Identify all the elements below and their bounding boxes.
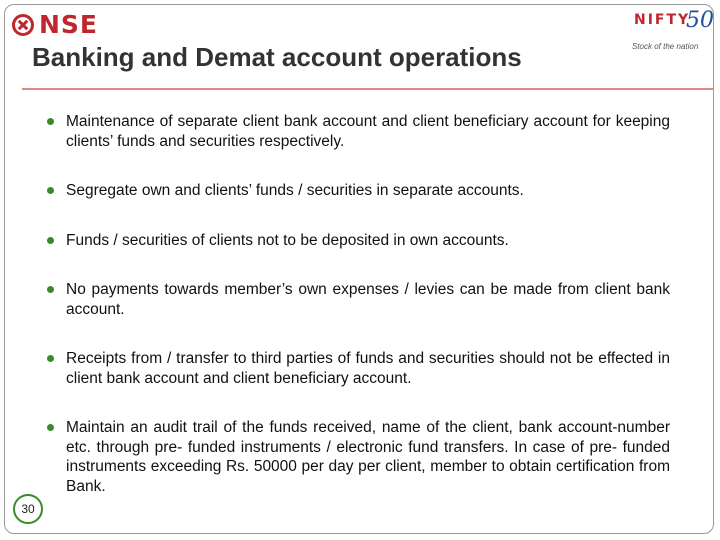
nifty-logo <box>628 8 716 56</box>
nse-logo <box>12 10 98 40</box>
nse-logo-text: NSE <box>39 10 99 39</box>
bullet-list <box>44 112 670 496</box>
bullet-item: Funds / securities of clients not to be deposited in own accounts. <box>44 231 670 251</box>
nifty-logo-word: NIFTY <box>634 12 691 28</box>
bullet-item: Receipts from / transfer to third parties of funds and securities should not be effected in client bank account and client beneficiary account. <box>44 349 670 388</box>
nifty-tagline: Stock of the nation <box>632 42 699 51</box>
nse-emblem-icon <box>12 14 34 36</box>
header-divider <box>22 88 714 90</box>
nifty-logo-number: 50 <box>686 8 714 33</box>
bullet-item: Segregate own and clients’ funds / securities in separate accounts. <box>44 181 670 201</box>
slide-title: Banking and Demat account operations <box>32 42 522 72</box>
bullet-item: Maintenance of separate client bank account and client beneficiary account for keeping clients’ funds and securities respectively. <box>44 112 670 151</box>
bullet-item: No payments towards member’s own expenses / levies can be made from client bank account. <box>44 280 670 319</box>
page-number: 30 <box>13 494 43 524</box>
bullet-item: Maintain an audit trail of the funds received, name of the client, bank account-number etc. through pre- funded instruments / electronic fund transfers. In case of pre- funded instruments exceeding Rs. 50000 per day per client, member to obtain certification from Bank. <box>44 418 670 496</box>
